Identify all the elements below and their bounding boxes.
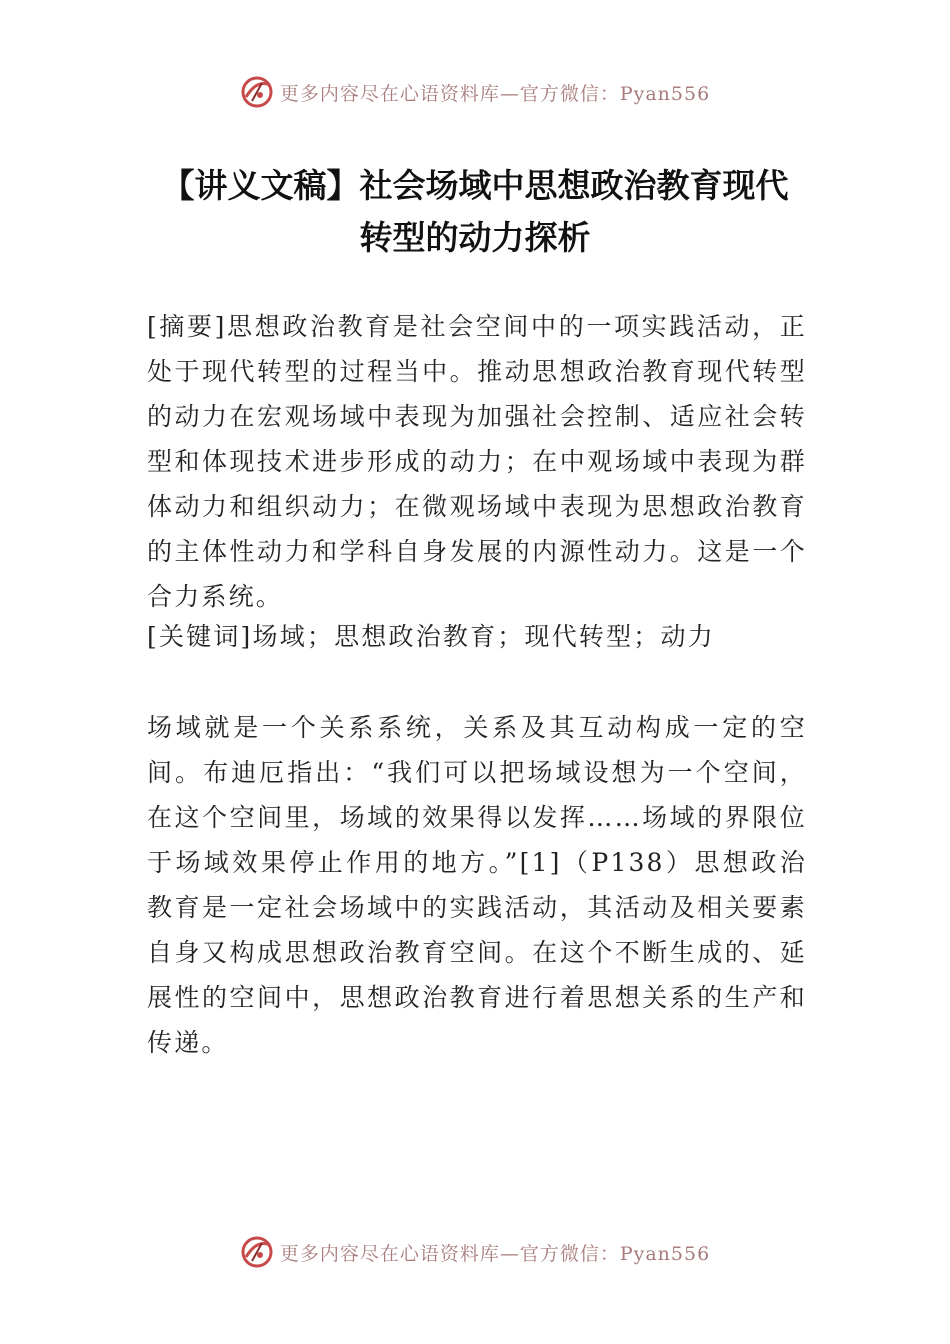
footer-banner-text: 更多内容尽在心语资料库—官方微信：Pyan556 xyxy=(279,1242,711,1265)
title-line-2: 转型的动力探析 xyxy=(359,218,591,257)
title-line-1: 【讲义文稿】社会场域中思想政治教育现代 xyxy=(161,166,789,205)
intro-paragraph: 场域就是一个关系系统，关系及其互动构成一定的空间。布迪厄指出：“我们可以把场域设想为一个空间，在这个空间里，场域的效果得以发挥……场域的界限位于场域效果停止作用的地方。”[1]（P138）思想政治教育是一定社会场域中的实践活动，其活动及相关要素自身又构成思想政治教育空间。在这个不断生成的、延展性的空间中，思想政治教育进行着思想关系的生产和传递。 xyxy=(147,713,807,1057)
intro-section xyxy=(147,705,807,1065)
abstract-section xyxy=(147,304,807,619)
footer-banner xyxy=(0,1232,950,1272)
abstract-text: [摘要]思想政治教育是社会空间中的一项实践活动，正处于现代转型的过程当中。推动思想政治教育现代转型的动力在宏观场域中表现为加强社会控制、适应社会转型和体现技术进步形成的动力；在中观场域中表现为群体动力和组织动力；在微观场域中表现为思想政治教育的主体性动力和学科自身发展的内源性动力。这是一个合力系统。 xyxy=(147,312,807,611)
keywords-section xyxy=(147,614,807,659)
page-title xyxy=(100,160,850,264)
header-banner-text: 更多内容尽在心语资料库—官方微信：Pyan556 xyxy=(279,82,711,105)
seal-logo-icon xyxy=(240,1235,274,1269)
header-banner xyxy=(0,72,950,112)
seal-logo-icon xyxy=(240,75,274,109)
keywords-text: [关键词]场域；思想政治教育；现代转型；动力 xyxy=(147,622,715,651)
